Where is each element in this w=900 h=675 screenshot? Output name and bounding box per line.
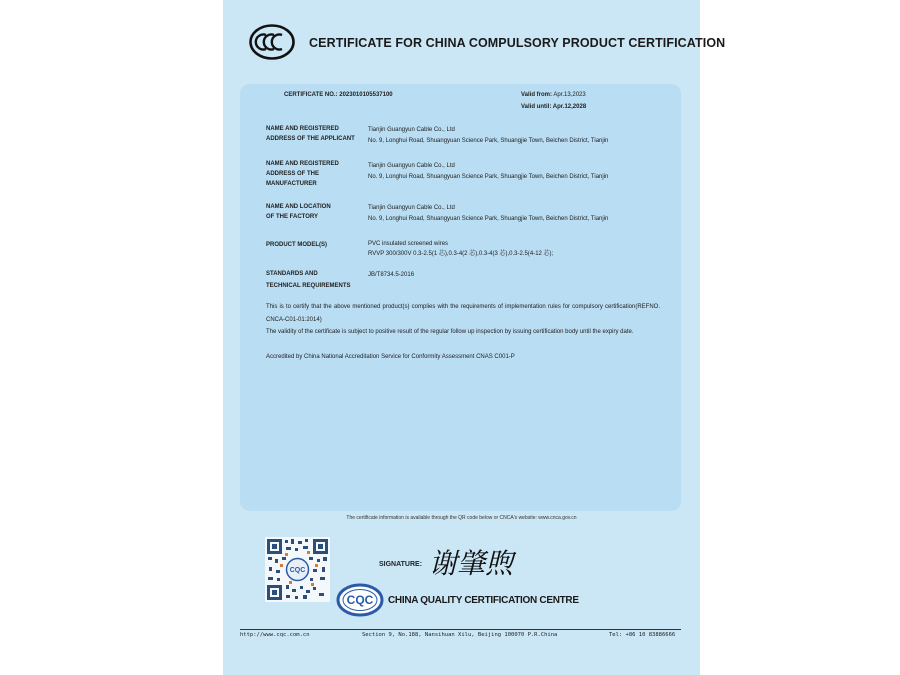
applicant-name: Tianjin Guangyun Cable Co., Ltd (368, 127, 455, 133)
svg-text:谢肇煦: 谢肇煦 (429, 547, 514, 580)
valid-until-date: Apr.12,2028 (552, 104, 587, 110)
product-description: PVC insulated screened wires (368, 241, 449, 247)
qr-info-note: The certificate information is available through the QR code below or CNCA's website: www.cnca.gov.cn (346, 515, 577, 521)
footer-telephone: Tel: +86 10 83886666 (609, 632, 676, 638)
standards-label: STANDARDS AND TECHNICAL REQUIREMENTS (266, 271, 351, 289)
manufacturer-address: No. 9, Longhui Road, Shuangyuan Science Park, Shuangjie Town, Beichen District, Tianjin (368, 174, 609, 180)
applicant-label: NAME AND REGISTERED ADDRESS OF THE APPLICANT (266, 126, 355, 142)
product-models: RVVP 300/300V 0.3-2.5(1 芯),0.3-4(2 芯),0.3-4(3 芯),0.3-2.5(4-12 芯); (368, 251, 554, 257)
accreditation-statement: Accredited by China National Accreditation Service for Conformity Assessment CNAS C001-P (266, 354, 515, 360)
signature-image (429, 544, 525, 580)
valid-from-date: Apr.13,2023 (553, 92, 586, 98)
certificate-title: CERTIFICATE FOR CHINA COMPULSORY PRODUCT CERTIFICATION (309, 36, 726, 50)
certificate-number-label: CERTIFICATE NO.: (284, 92, 338, 98)
certificate-number: 2023010105537100 (339, 92, 393, 98)
footer-website[interactable]: http://www.cqc.com.cn (240, 632, 310, 638)
certification-statement: This is to certify that the above mentioned product(s) complies with the requirements of implementation rules for compulsory certification(REFNO. CNCA-C01-01:2014) (266, 304, 660, 323)
applicant-address: No. 9, Longhui Road, Shuangyuan Science Park, Shuangjie Town, Beichen District, Tianjin (368, 138, 609, 144)
footer-divider (240, 629, 681, 630)
factory-address: No. 9, Longhui Road, Shuangyuan Science Park, Shuangjie Town, Beichen District, Tianjin (368, 216, 609, 222)
issuer-name: CHINA QUALITY CERTIFICATION CENTRE (388, 595, 579, 606)
qr-code-icon[interactable] (265, 537, 330, 602)
factory-name: Tianjin Guangyun Cable Co., Ltd (368, 205, 455, 211)
signature-label: SIGNATURE: (379, 561, 423, 568)
manufacturer-name: Tianjin Guangyun Cable Co., Ltd (368, 163, 455, 169)
manufacturer-label: NAME AND REGISTERED ADDRESS OF THE MANUFACTURER (266, 161, 339, 187)
validity-statement: The validity of the certificate is subject to positive result of the regular follow up inspection by issuing certification body until the expiry date. (266, 329, 634, 335)
standards-value: JB/T8734.5-2016 (368, 272, 415, 278)
svg-text:CQC: CQC (289, 567, 306, 574)
svg-text:CQC: CQC (346, 593, 374, 607)
footer-address: Section 9, No.188, Nansihuan Xilu, Beijing 100070 P.R.China (362, 632, 558, 638)
product-label: PRODUCT MODEL(S) (266, 242, 327, 248)
factory-label: NAME AND LOCATION OF THE FACTORY (266, 204, 331, 220)
cqc-logo-icon (336, 583, 384, 617)
ccc-logo-icon (249, 24, 295, 60)
certificate-panel (240, 84, 681, 511)
valid-from-label: Valid from: (521, 92, 553, 98)
valid-until-label: Valid until: (521, 104, 552, 110)
certificate-page (223, 0, 726, 675)
